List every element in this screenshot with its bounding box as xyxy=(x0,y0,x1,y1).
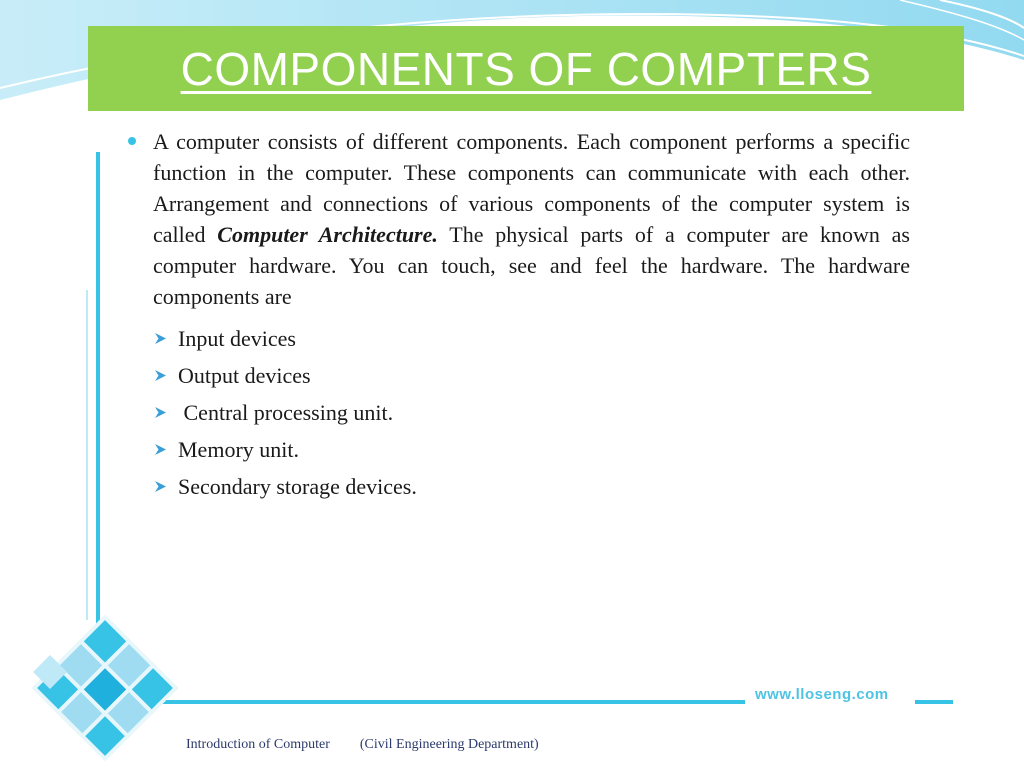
main-bullet xyxy=(128,126,910,312)
computer-architecture-term: Computer Architecture. xyxy=(217,222,438,247)
footer-department: (Civil Engineering Department) xyxy=(359,737,539,752)
list-item-text: Secondary storage devices. xyxy=(178,474,417,499)
footer-course-title: Introduction of Computer xyxy=(186,737,330,752)
hardware-components-list xyxy=(154,320,910,505)
arrow-bullet-icon xyxy=(154,406,167,419)
paragraph-text-1: A computer consists of different components. Each component performs a specific function in the computer. These components can communicate with each other. Arrangement and connections of various components of the computer system is called xyxy=(153,129,910,247)
list-item xyxy=(154,320,910,357)
list-item xyxy=(154,357,910,394)
list-item xyxy=(154,468,910,505)
list-item-text: Central processing unit. xyxy=(178,400,394,425)
arrow-bullet-icon xyxy=(154,369,167,382)
list-item xyxy=(154,394,910,431)
arrow-bullet-icon xyxy=(154,443,167,456)
brand-url: www.lloseng.com xyxy=(755,686,889,703)
list-item-text: Output devices xyxy=(178,363,311,388)
slide-content xyxy=(128,126,910,505)
paragraph-text-2: The physical parts of a computer are known as computer hardware. You can touch, see and feel the hardware. The hardware components are xyxy=(153,222,910,309)
list-item-text: Memory unit. xyxy=(178,437,299,462)
title-bar xyxy=(88,26,964,111)
slide-title: COMPONENTS OF COMPTERS xyxy=(180,42,872,95)
arrow-bullet-icon xyxy=(154,332,167,345)
list-item xyxy=(154,431,910,468)
slide-footer xyxy=(186,737,539,753)
list-item-text: Input devices xyxy=(178,326,296,351)
arrow-bullet-icon xyxy=(154,480,167,493)
intro-paragraph xyxy=(153,126,910,312)
round-bullet-icon xyxy=(128,137,136,145)
